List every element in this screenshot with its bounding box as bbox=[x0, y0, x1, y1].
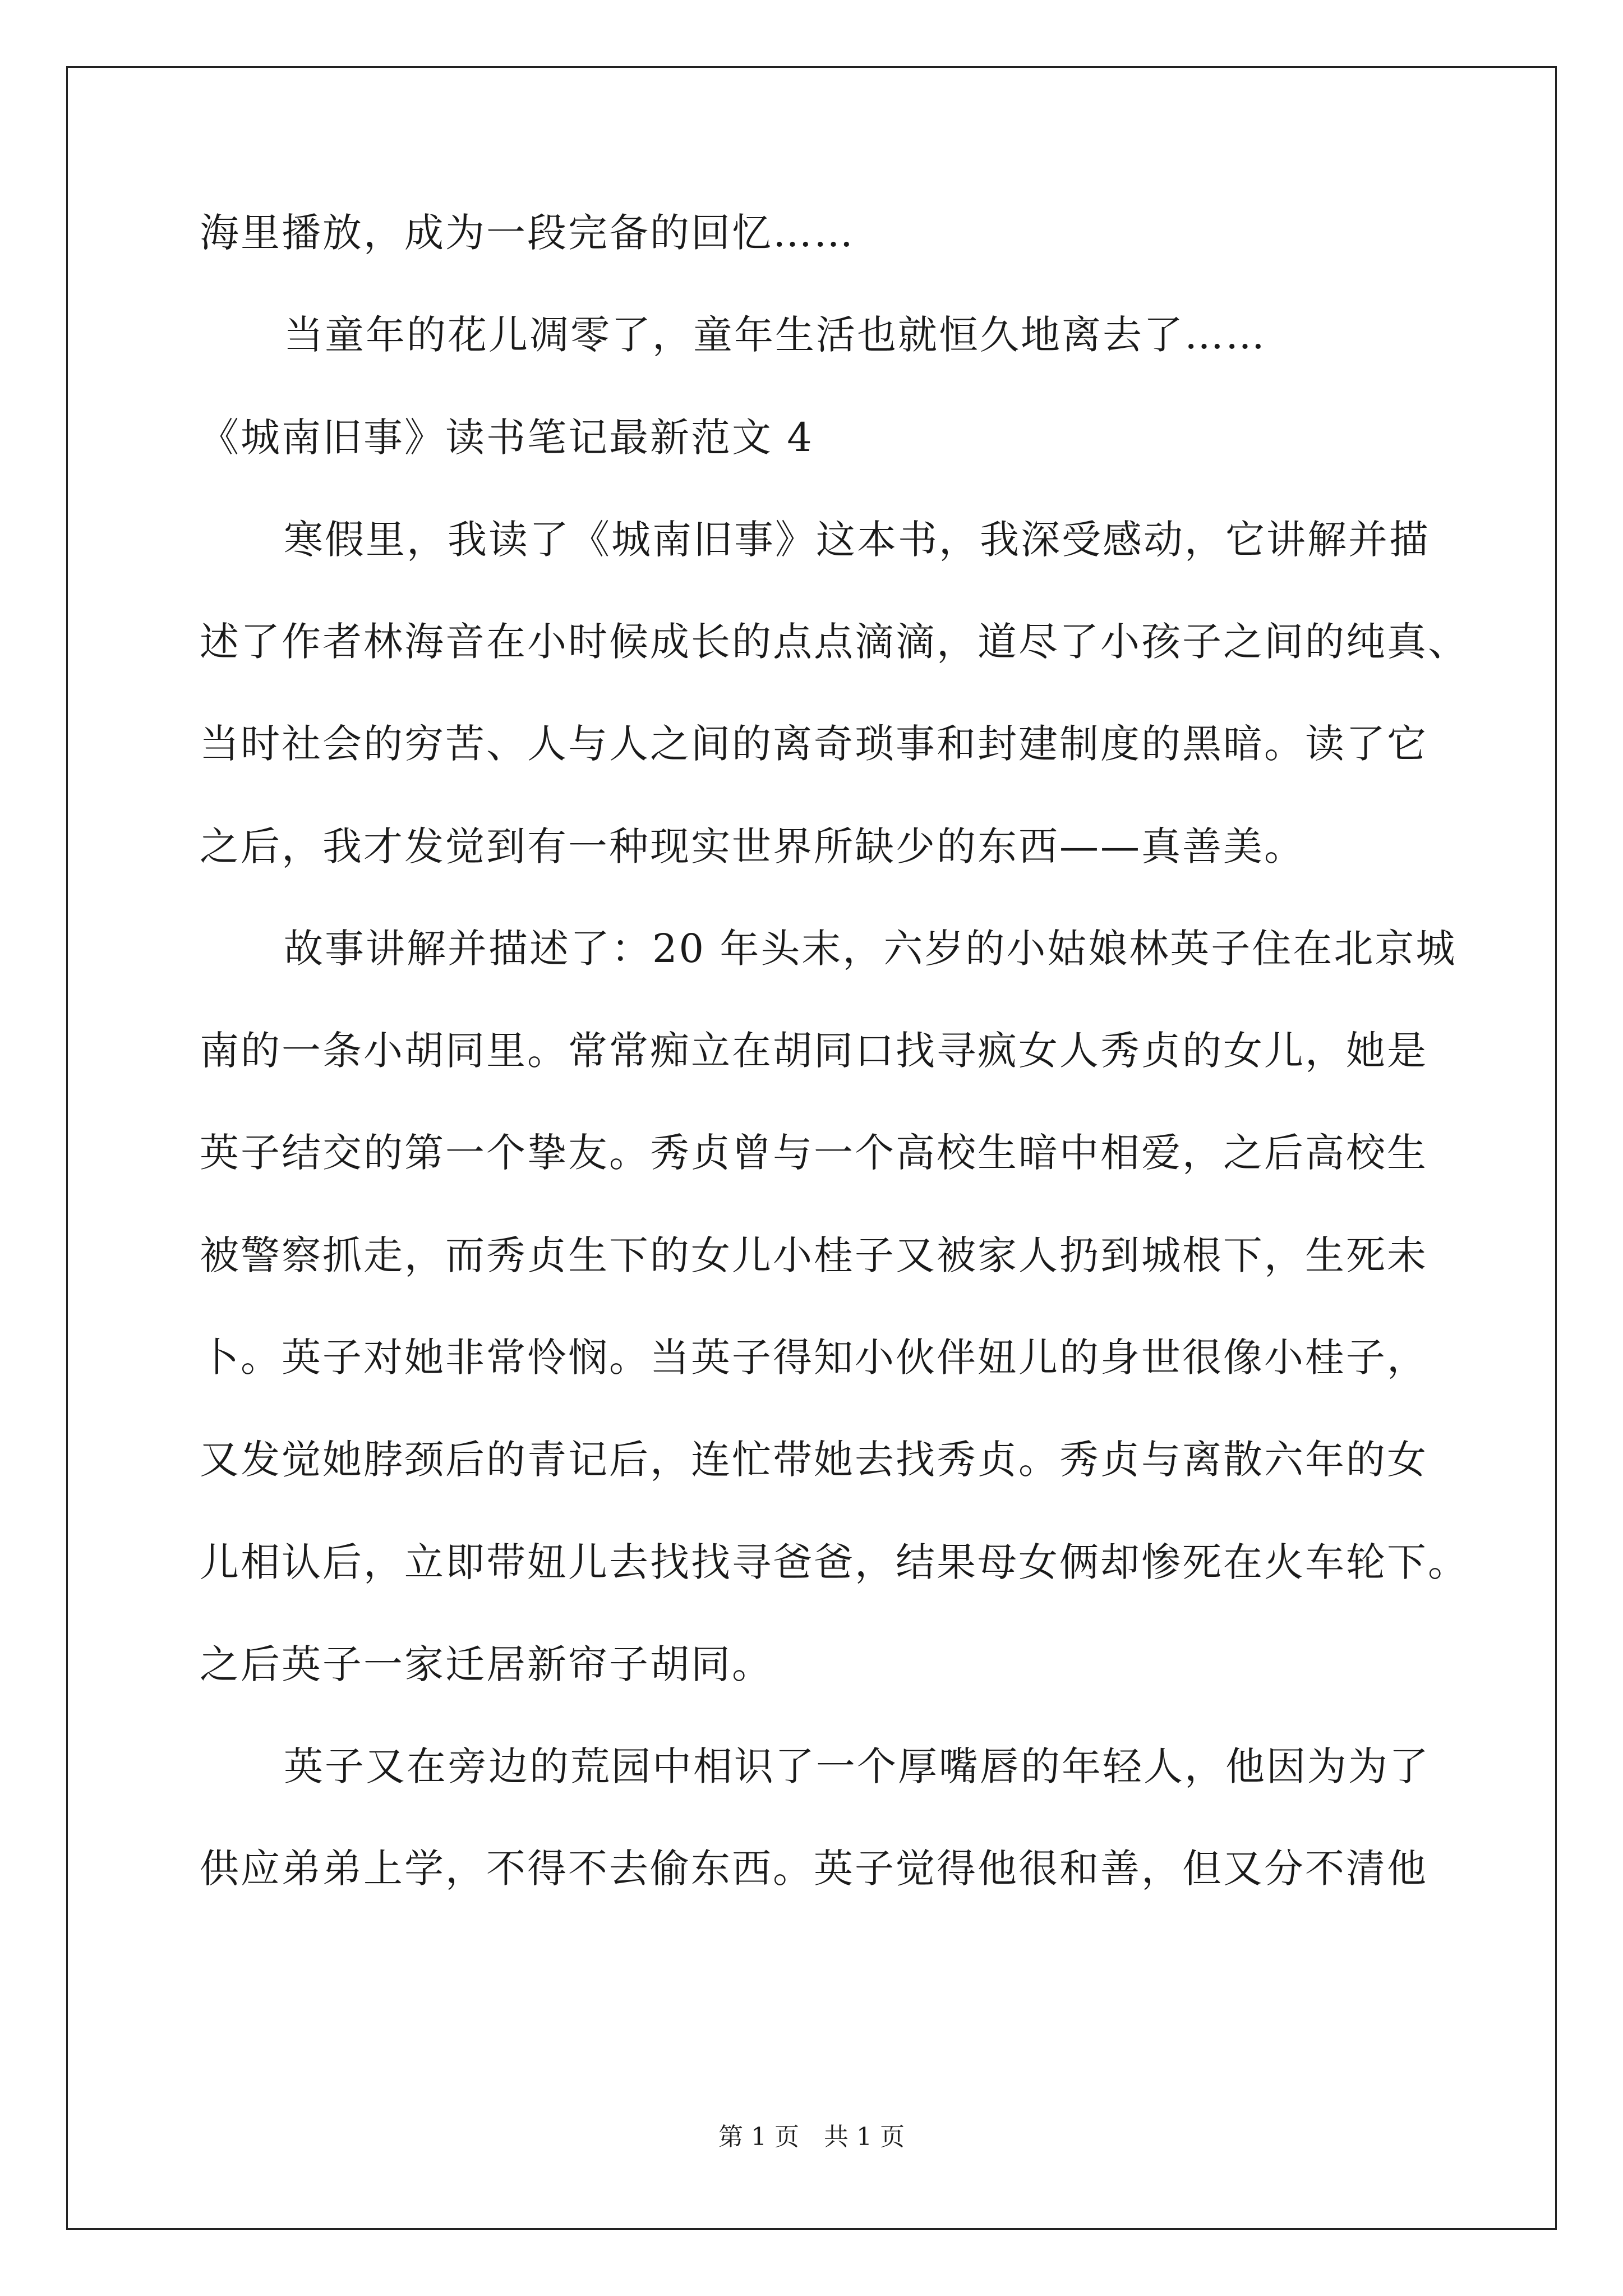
text-line: 南的一条小胡同里。常常痴立在胡同口找寻疯女人秀贞的女儿，她是 bbox=[200, 1028, 1428, 1074]
text-line: 英子又在旁边的荒园中相识了一个厚嘴唇的年轻人，他因为为了 bbox=[284, 1743, 1430, 1789]
text-line: 儿相认后，立即带妞儿去找找寻爸爸，结果母女俩却惨死在火车轮下。 bbox=[200, 1539, 1469, 1585]
text-line: 供应弟弟上学，不得不去偷东西。英子觉得他很和善，但又分不清他 bbox=[200, 1846, 1428, 1892]
text-line: 英子结交的第一个挚友。秀贞曾与一个高校生暗中相爱，之后高校生 bbox=[200, 1130, 1428, 1176]
text-line: 当童年的花儿凋零了，童年生活也就恒久地离去了…… bbox=[284, 312, 1266, 358]
text-line: 卜。英子对她非常怜悯。当英子得知小伙伴妞儿的身世很像小桂子， bbox=[200, 1335, 1428, 1381]
text-line: 之后英子一家迁居新帘子胡同。 bbox=[200, 1641, 773, 1687]
text-line: 当时社会的穷苦、人与人之间的离奇琐事和封建制度的黑暗。读了它 bbox=[200, 721, 1428, 767]
text-line: 又发觉她脖颈后的青记后，连忙带她去找秀贞。秀贞与离散六年的女 bbox=[200, 1437, 1428, 1483]
text-line: 故事讲解并描述了：20 年头末，六岁的小姑娘林英子住在北京城 bbox=[284, 926, 1457, 972]
section-heading: 《城南旧事》读书笔记最新范文 4 bbox=[200, 415, 814, 461]
text-line: 被警察抓走，而秀贞生下的女儿小桂子又被家人扔到城根下，生死未 bbox=[200, 1232, 1428, 1278]
text-line: 寒假里，我读了《城南旧事》这本书，我深受感动，它讲解并描 bbox=[284, 517, 1430, 563]
text-line: 之后，我才发觉到有一种现实世界所缺少的东西——真善美。 bbox=[200, 823, 1305, 869]
page-number: 第 1 页 共 1 页 bbox=[718, 2123, 905, 2151]
text-line: 述了作者林海音在小时候成长的点点滴滴，道尽了小孩子之间的纯真、 bbox=[200, 619, 1469, 665]
text-line: 海里播放，成为一段完备的回忆…… bbox=[200, 210, 855, 256]
